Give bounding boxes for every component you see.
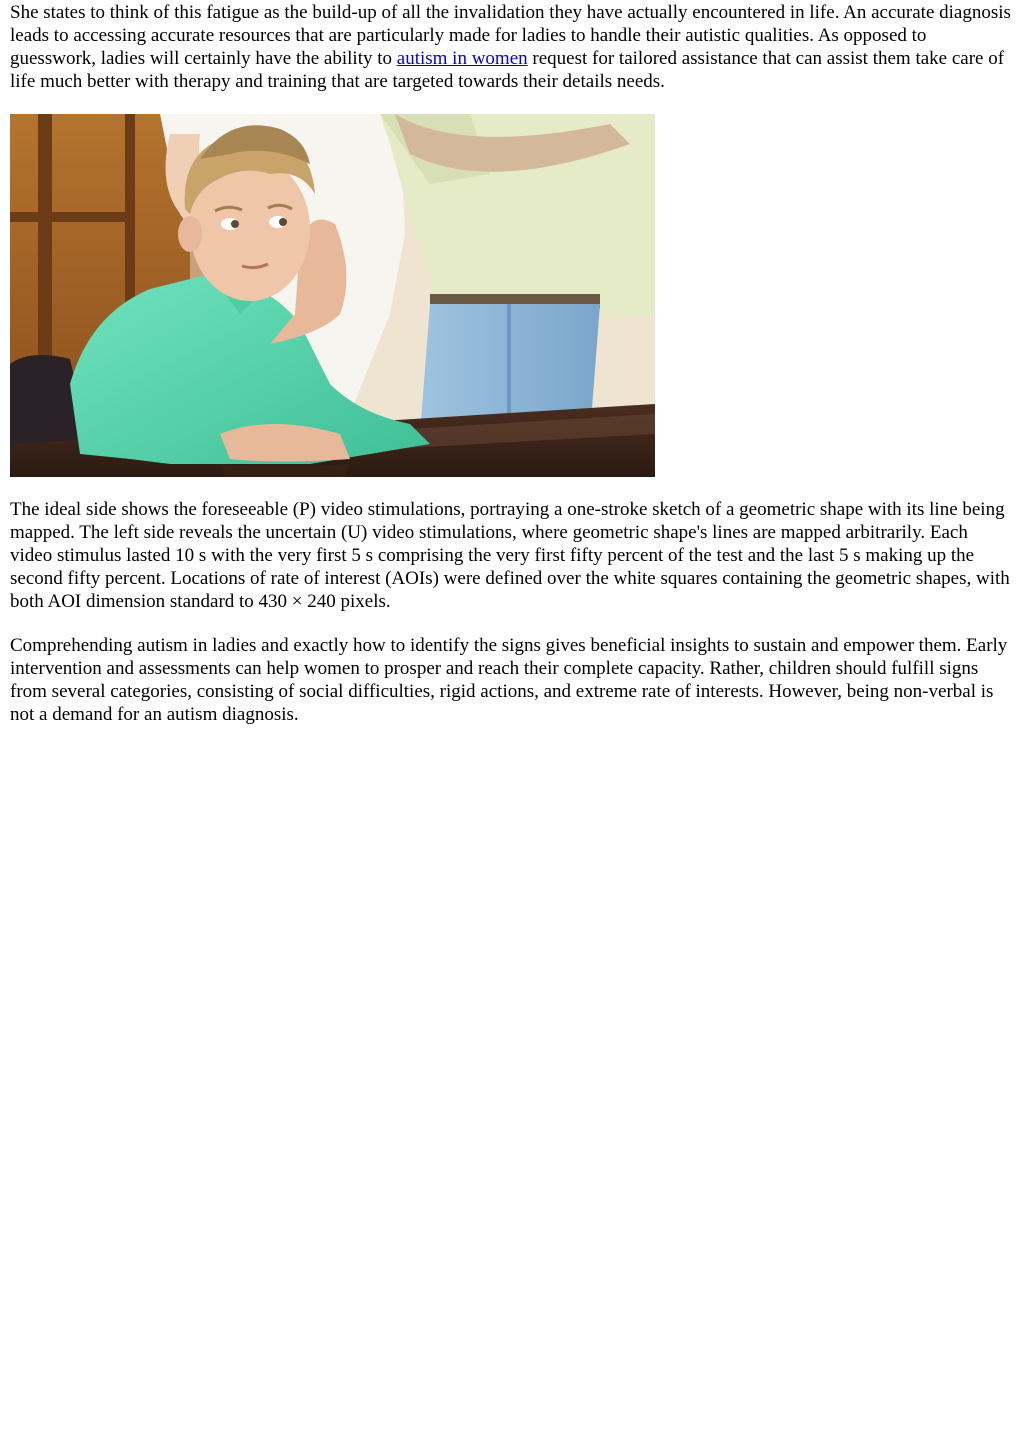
photo-boy-leaning-on-table-icon <box>10 114 655 477</box>
paragraph-video-stimuli: The ideal side shows the foreseeable (P) video stimulations, portraying a one-stroke sketch of a geometric shape with its line being mapped. The left side reveals the uncertain (U) video stimulations, where geometric shape's lines are mapped arbitrarily. Each video stimulus lasted 10 s with the very first 5 s comprising the very first fifty percent of the test and the last 5 s making up the second fifty percent. Locations of rate of interest (AOIs) were defined over the white squares containing the geometric shapes, with both AOI dimension standard to 430 × 240 pixels. <box>10 499 1010 612</box>
article-photo <box>10 114 655 477</box>
paragraph-intro-text-after: request for tailored assistance that can assist them take care of life much better with therapy and training that are targeted towards their details needs. <box>10 48 1005 92</box>
paragraph-intro-text-before: She states to think of this fatigue as the build-up of all the invalidation they have actually encountered in life. An accurate diagnosis leads to accessing accurate resources that are particularly made for ladies to handle their autistic qualities. As opposed to guesswork, ladies will certainly have the ability to <box>10 2 1011 69</box>
autism-in-women-link[interactable]: autism in women <box>396 48 528 69</box>
paragraph-intro <box>10 1 1014 93</box>
paragraph-conclusion: Comprehending autism in ladies and exactly how to identify the signs gives beneficial insights to sustain and empower them. Early intervention and assessments can help women to prosper and reach their complete capacity. Rather, children should fulfill signs from several categories, consisting of social difficulties, rigid actions, and extreme rate of interests. However, being non-verbal is not a demand for an autism diagnosis. <box>10 635 1008 725</box>
